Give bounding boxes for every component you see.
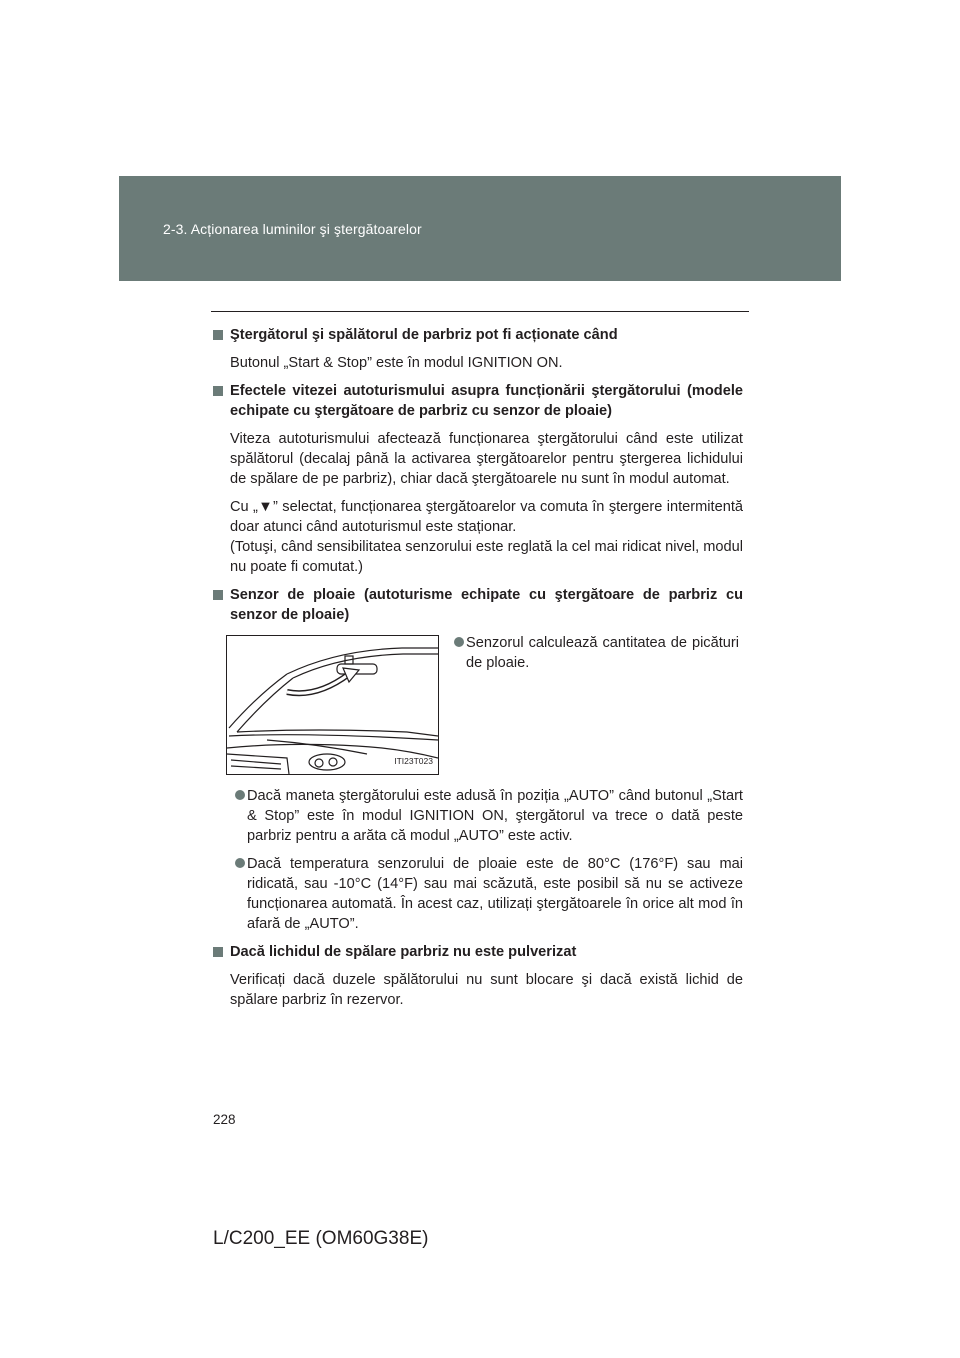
section-heading: Dacă lichidul de spălare parbriz nu este pulverizat: [213, 942, 743, 962]
page-number: 228: [213, 1112, 236, 1127]
paragraph: Cu „▼” selectat, funcționarea ştergătoarelor va comuta în ştergere intermitentă doar atunci când autoturismul este staționar.: [230, 499, 743, 535]
square-bullet-icon: [213, 386, 223, 396]
square-bullet-icon: [213, 330, 223, 340]
bullet-list: [213, 786, 743, 934]
square-bullet-icon: [213, 590, 223, 600]
paragraph: Verificați dacă duzele spălătorului nu sunt blocare şi dacă există lichid de spălare parbriz în rezervor.: [230, 972, 743, 1008]
list-item: Dacă maneta ştergătorului este adusă în poziția „AUTO” când butonul „Start & Stop” este în modul IGNITION ON, ştergătorul va trece o dată peste parbriz pentru a arăta că modul „AUTO” este activ.: [230, 786, 743, 846]
list-item: Dacă temperatura senzorului de ploaie este de 80°C (176°F) sau mai ridicată, sau -10°C (14°F) sau mai scăzută, este posibil să nu se activeze funcționarea automată. În acest caz, utilizați ştergătoarele în orice alt mod în afară de „AUTO”.: [230, 854, 743, 934]
top-divider: [211, 311, 749, 312]
figure-row: [213, 633, 743, 778]
round-bullet-icon: [235, 858, 245, 868]
page-content: [213, 325, 743, 1018]
paragraph: (Totuşi, când sensibilitatea senzorului este reglată la cel mai ridicat nivel, modul nu poate fi comutat.): [230, 539, 743, 575]
section-title: 2-3. Acționarea luminilor şi ştergătoarelor: [163, 221, 422, 237]
round-bullet-icon: [235, 790, 245, 800]
rain-sensor-illustration: [226, 635, 439, 775]
paragraph: Viteza autoturismului afectează funcționarea ştergătorului când este utilizat spălătorul (decalaj până la activarea ştergătoarelor pentru ştergerea lichidului de spălare de pe parbriz), chiar dacă ştergătoarele nu sunt în modul automat.: [230, 431, 743, 487]
figure-code: ITI23T023: [394, 756, 433, 766]
list-item: Senzorul calculează cantitatea de picături de ploaie.: [449, 633, 739, 681]
section-heading: Efectele vitezei autoturismului asupra funcționării ştergătorului (modele echipate cu ştergătoare de parbriz cu senzor de ploaie): [213, 381, 743, 421]
square-bullet-icon: [213, 947, 223, 957]
document-code: L/C200_EE (OM60G38E): [213, 1228, 429, 1249]
section-header-band: [119, 176, 841, 281]
section-heading: Ştergătorul şi spălătorul de parbriz pot fi acționate când: [213, 325, 743, 345]
paragraph: Butonul „Start & Stop” este în modul IGNITION ON.: [230, 355, 563, 371]
round-bullet-icon: [454, 637, 464, 647]
section-heading: Senzor de ploaie (autoturisme echipate cu ştergătoare de parbriz cu senzor de ploaie): [213, 585, 743, 625]
